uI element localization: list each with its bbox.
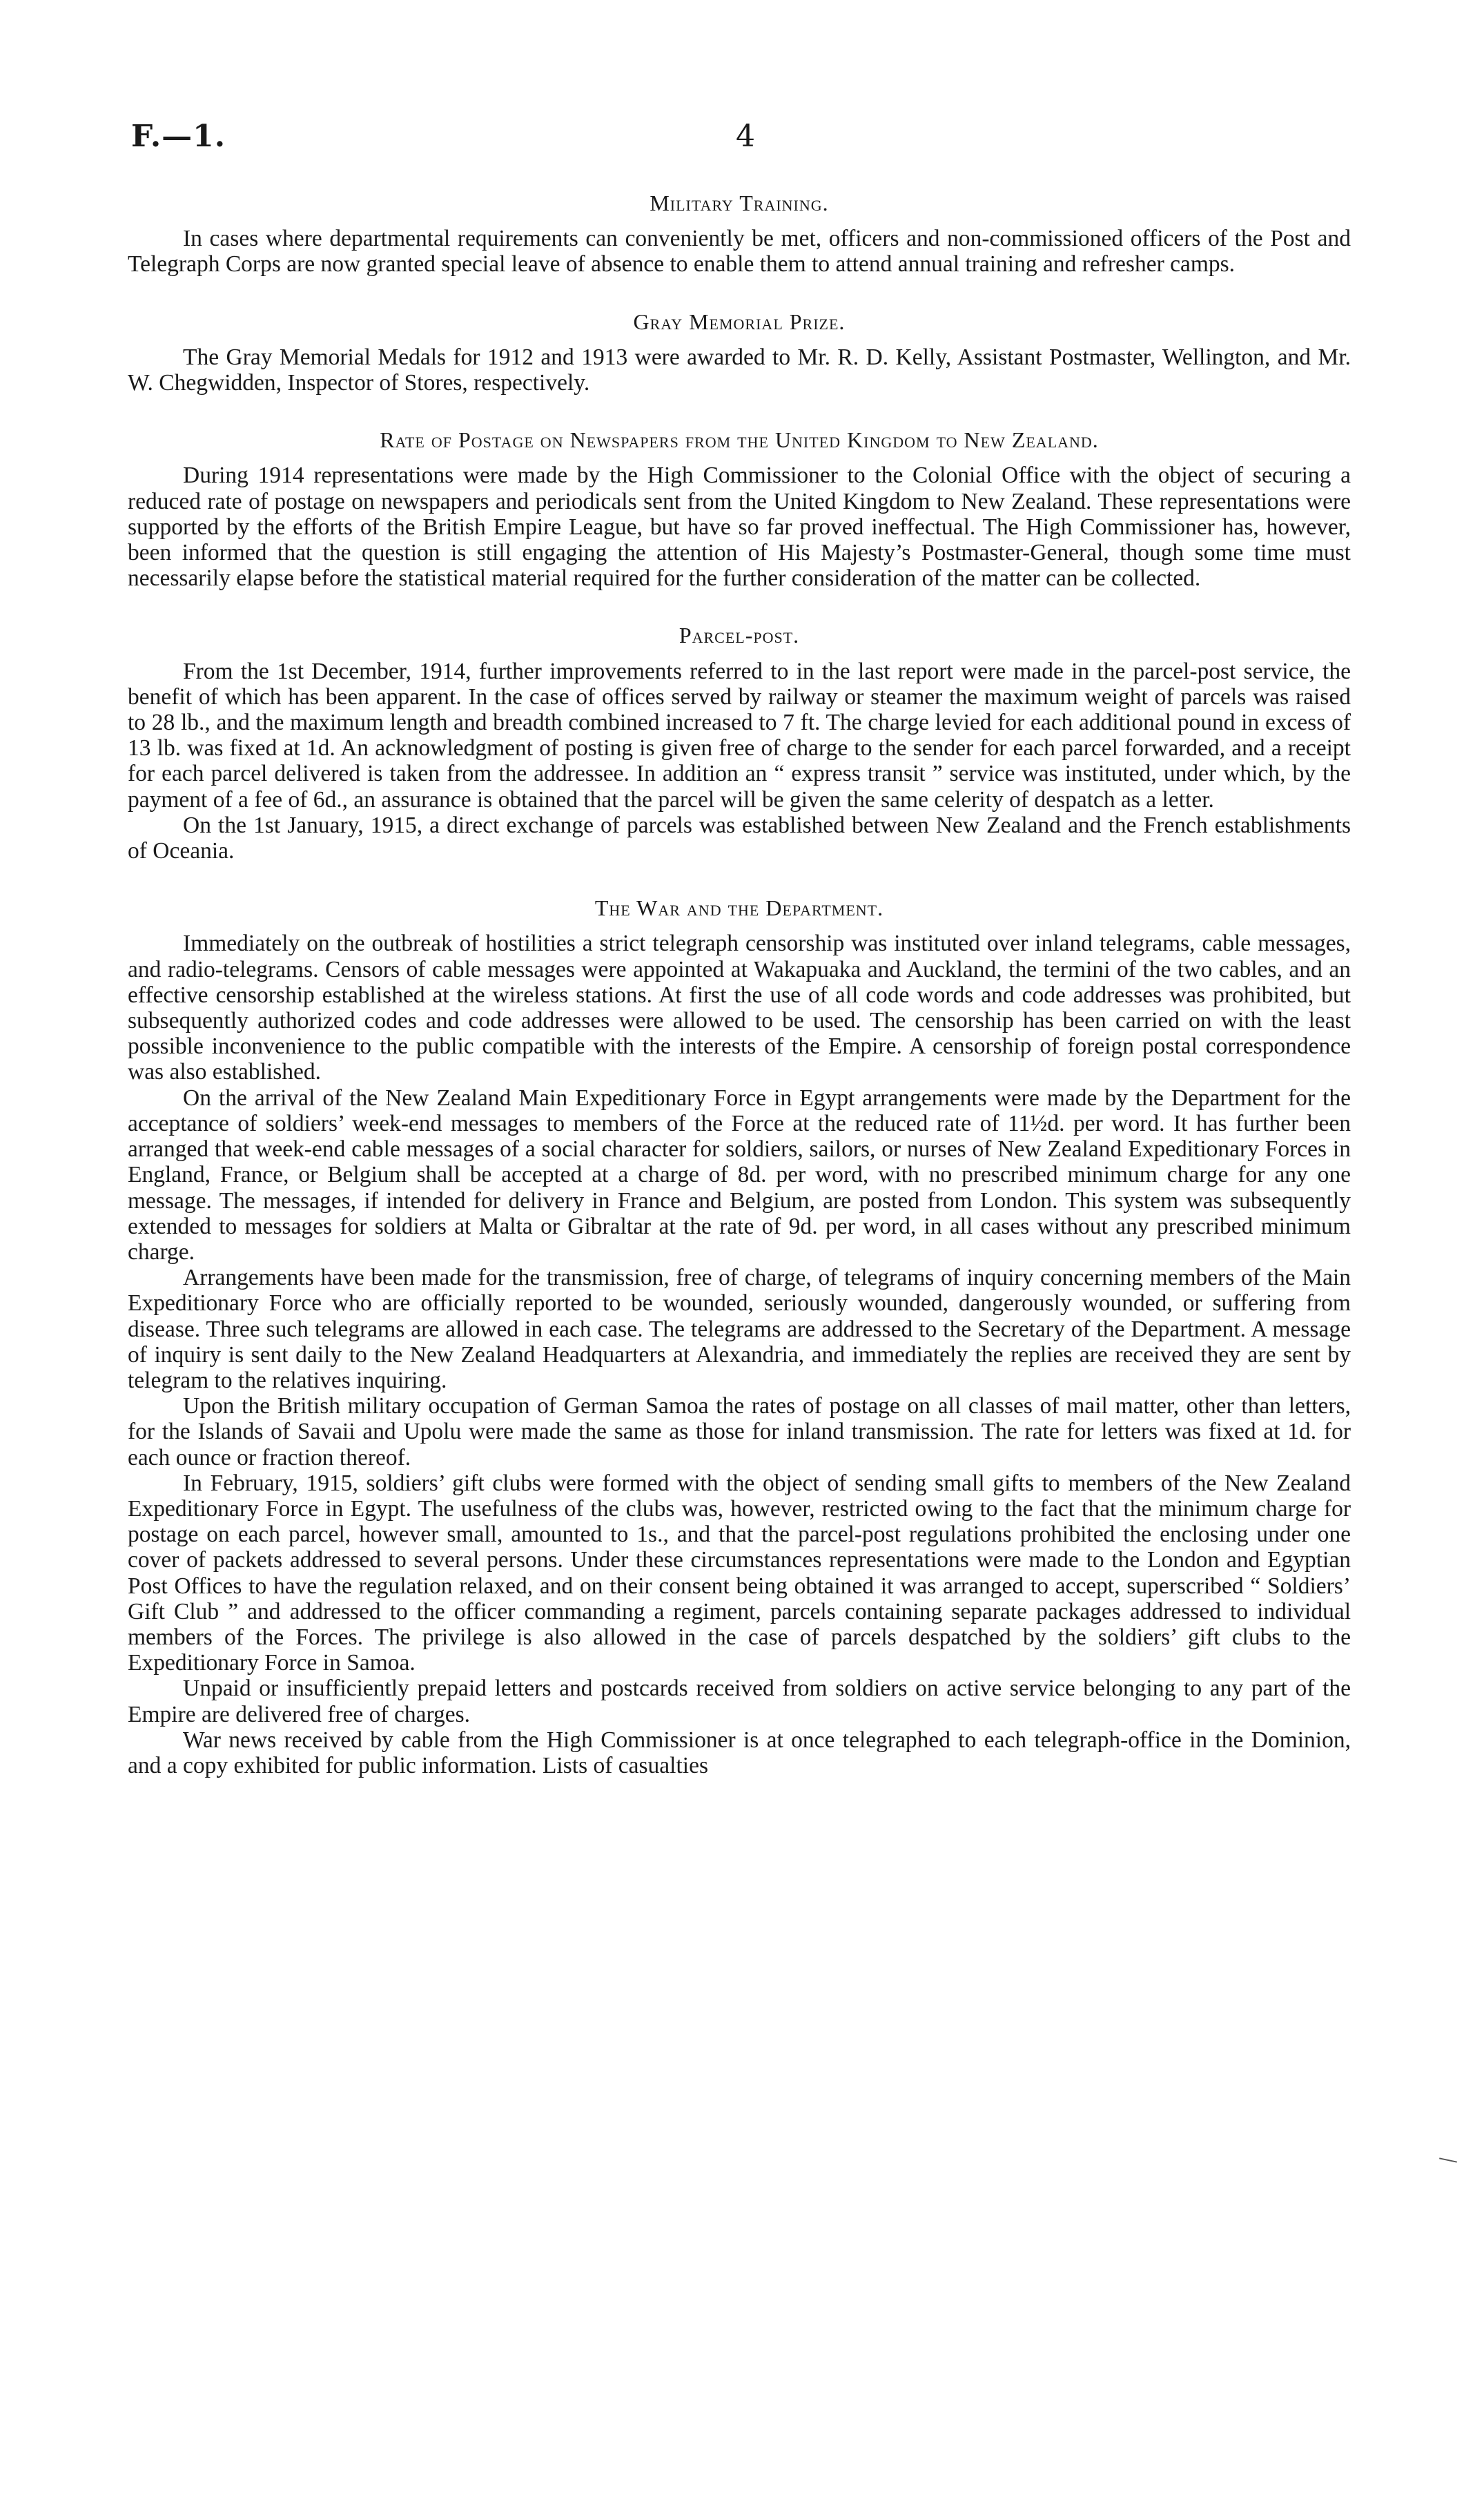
page-number: 4 [736,119,755,154]
paragraph: The Gray Memorial Medals for 1912 and 1913 were awarded to Mr. R. D. Kelly, Assistant Postmaster, Wellington, and Mr. W. Chegwidden, Inspector of Stores, respectively. [128,344,1351,396]
paragraph: Unpaid or insufficiently prepaid letters and postcards received from soldiers on active service belonging to any part of the Empire are delivered free of charges. [128,1676,1351,1727]
margin-mark [1439,2157,1457,2162]
paragraph: War news received by cable from the High Commissioner is at once telegraphed to each telegraph-office in the Dominion, and a copy exhibited for public information. Lists of casualties [128,1727,1351,1778]
section-military-training [128,191,1351,278]
section-heading: Rate of Postage on Newspapers from the United Kingdom to New Zealand. [380,427,1099,453]
paragraph: On the 1st January, 1915, a direct exchange of parcels was established between New Zealand and the French establishments of Oceania. [128,812,1351,864]
section-rate-of-postage [128,427,1351,591]
document-body [128,191,1351,1810]
section-heading: Gray Memorial Prize. [633,309,846,334]
paragraph: In February, 1915, soldiers’ gift clubs were formed with the object of sending small gifts to members of the New Zealand Expeditionary Force in Egypt. The usefulness of the clubs was, however, restricted owing to the fact that the minimum charge for postage on each parcel, however small, amounted to 1s., and that the parcel-post regulations prohibited the enclosing under one cover of packets addressed to several persons. Under these circumstances representations were made to the London and Egyptian Post Offices to have the regulation relaxed, and on their consent being obtained it was arranged to accept, superscribed “ Soldiers’ Gift Club ” and addressed to the officer commanding a regiment, parcels containing separate packages addressed to individual members of the Forces. The privilege is also allowed in the case of parcels despatched by the soldiers’ gift clubs to the Expeditionary Force in Samoa. [128,1470,1351,1676]
paragraph: On the arrival of the New Zealand Main Expeditionary Force in Egypt arrangements were made by the Department for the acceptance of soldiers’ week-end messages to members of the Force at the reduced rate of 11½d. per word. It has further been arranged that week-end cable messages of a social character for soldiers, sailors, or nurses of New Zealand Expeditionary Forces in England, France, or Belgium shall be accepted at a charge of 8d. per word, with no prescribed minimum charge for any one message. The messages, if intended for delivery in France and Belgium, are posted from London. This system was subsequently extended to messages for soldiers at Malta or Gibraltar at the rate of 9d. per word, in all cases without any prescribed minimum charge. [128,1085,1351,1265]
section-heading: Military Training. [650,191,829,215]
paragraph: In cases where departmental requirements can conveniently be met, officers and non-commissioned officers of the Post and Telegraph Corps are now granted special leave of absence to enable them to attend annual training and refresher camps. [128,226,1351,278]
paragraph: Upon the British military occupation of German Samoa the rates of postage on all classes of mail matter, other than letters, for the Islands of Savaii and Upolu were made the same as those for inland transmission. The rate for letters was fixed at 1d. for each ounce or fraction thereof. [128,1393,1351,1470]
section-gray-memorial-prize [128,309,1351,396]
paragraph: Arrangements have been made for the transmission, free of charge, of telegrams of inquiry concerning members of the Main Expeditionary Force who are officially reported to be wounded, seriously wounded, dangerously wounded, or suffering from disease. Three such telegrams are allowed in each case. The telegrams are addressed to the Secretary of the Department. A message of inquiry is sent daily to the New Zealand Headquarters at Alexandria, and immediately the replies are received they are sent by telegram to the relatives inquiring. [128,1265,1351,1393]
paragraph: During 1914 representations were made by the High Commissioner to the Colonial Office with the object of securing a reduced rate of postage on newspapers and periodicals sent from the United Kingdom to New Zealand. These representations were supported by the efforts of the British Empire League, but have so far proved ineffectual. The High Commissioner has, however, been informed that the question is still engaging the attention of His Majesty’s Postmaster-General, though some time must necessarily elapse before the statistical material required for the further consideration of the matter can be collected. [128,463,1351,592]
section-parcel-post [128,623,1351,864]
section-war-and-department [128,895,1351,1778]
section-heading: The War and the Department. [594,895,884,921]
section-heading: Parcel-post. [678,623,800,648]
paragraph: From the 1st December, 1914, further improvements referred to in the last report were made in the parcel-post service, the benefit of which has been apparent. In the case of offices served by railway or steamer the maximum weight of parcels was raised to 28 lb., and the maximum length and breadth combined increased to 7 ft. The charge levied for each additional pound in excess of 13 lb. was fixed at 1d. An acknowledgment of posting is given free of charge to the sender for each parcel forwarded, and a receipt for each parcel delivered is taken from the addressee. In addition an “ express transit ” service was instituted, under which, by the payment of a fee of 6d., an assurance is obtained that the parcel will be given the same celerity of despatch as a letter. [128,658,1351,813]
page-header [131,119,1353,160]
paragraph: Immediately on the outbreak of hostilities a strict telegraph censorship was instituted over inland telegrams, cable messages, and radio-telegrams. Censors of cable messages were appointed at Wakapuaka and Auckland, the termini of the two cables, and an effective censorship established at the wireless stations. At first the use of all code words and code addresses was prohibited, but subsequently authorized codes and code addresses were allowed to be used. The censorship has been carried on with the least possible inconvenience to the public compatible with the interests of the Empire. A censorship of foreign postal correspondence was also established. [128,931,1351,1085]
document-reference: F.—1. [131,119,226,154]
